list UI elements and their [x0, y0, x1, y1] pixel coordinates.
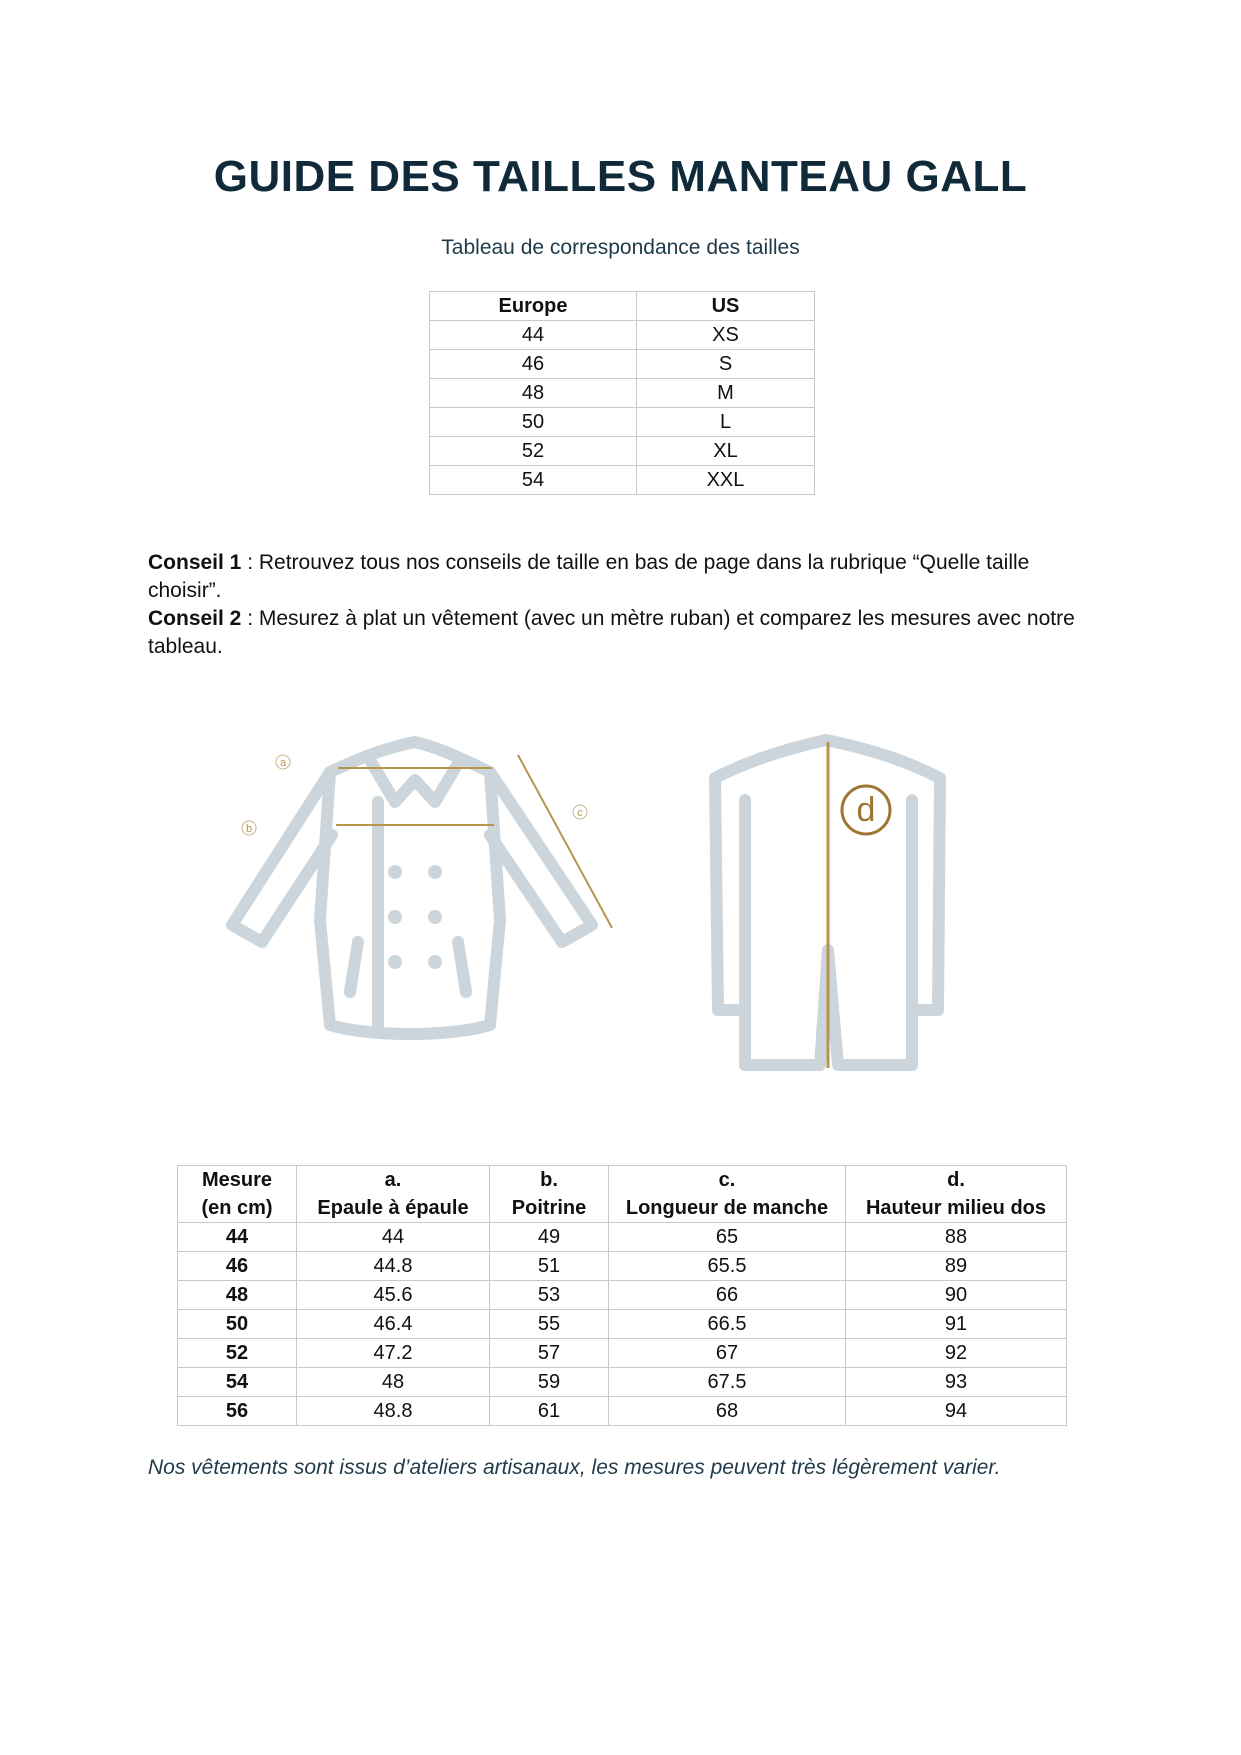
header-line: Hauteur milieu dos — [865, 1197, 1047, 1219]
header-line: Poitrine — [511, 1197, 587, 1219]
table-cell: 44 — [297, 1223, 490, 1252]
table-cell: L — [637, 408, 815, 437]
table-cell: 46.4 — [297, 1310, 490, 1339]
table-row — [178, 1339, 1067, 1368]
table-row — [178, 1281, 1067, 1310]
table-row — [430, 408, 815, 437]
advice-2-text: : Mesurez à plat un vêtement (avec un mètre ruban) et comparez les mesures avec notre tableau. — [148, 607, 1075, 658]
table-cell: 68 — [609, 1397, 846, 1426]
page-title: GUIDE DES TAILLES MANTEAU GALL — [213, 152, 1028, 201]
table-row — [430, 437, 815, 466]
table-cell: 66 — [609, 1281, 846, 1310]
table-row — [430, 321, 815, 350]
table-cell: 65.5 — [609, 1252, 846, 1281]
header-line: Mesure — [201, 1169, 273, 1191]
table-cell: 47.2 — [297, 1339, 490, 1368]
table-row — [430, 350, 815, 379]
label-b-icon — [242, 821, 256, 835]
table-cell: S — [637, 350, 815, 379]
table-cell: 93 — [846, 1368, 1067, 1397]
table-cell: 48 — [297, 1368, 490, 1397]
table-cell: 46 — [430, 350, 637, 379]
advice-1-label: Conseil 1 — [148, 551, 242, 574]
table-header-row — [430, 292, 815, 321]
table-cell: 45.6 — [297, 1281, 490, 1310]
table-cell: 50 — [430, 408, 637, 437]
table-cell: 55 — [490, 1310, 609, 1339]
table-cell: 44 — [178, 1223, 297, 1252]
coat-measurement-diagram — [0, 720, 1241, 1100]
table-cell: 57 — [490, 1339, 609, 1368]
coat-front-outline — [232, 742, 592, 1034]
advice-2 — [148, 605, 1088, 661]
table-cell: 52 — [430, 437, 637, 466]
table-cell: 53 — [490, 1281, 609, 1310]
header-europe: Europe — [430, 292, 637, 321]
label-a-icon — [276, 755, 290, 769]
header-mesure — [178, 1166, 297, 1223]
label-b: b — [245, 823, 253, 835]
header-line: Epaule à épaule — [317, 1197, 469, 1219]
label-a: a — [279, 757, 287, 769]
header-line: b. — [540, 1169, 558, 1191]
table-cell: 56 — [178, 1397, 297, 1426]
table-cell: XXL — [637, 466, 815, 495]
table-cell: 44.8 — [297, 1252, 490, 1281]
table-cell: 54 — [430, 466, 637, 495]
table-cell: 67 — [609, 1339, 846, 1368]
table-cell: 91 — [846, 1310, 1067, 1339]
footnote: Nos vêtements sont issus d’ateliers artisanaux, les mesures peuvent très légèrement varier. — [148, 1456, 1001, 1479]
table-cell: 48 — [430, 379, 637, 408]
table-row — [178, 1397, 1067, 1426]
header-b — [490, 1166, 609, 1223]
table-cell: 90 — [846, 1281, 1067, 1310]
table-row — [178, 1223, 1067, 1252]
table-cell: 65 — [609, 1223, 846, 1252]
table-cell: 66.5 — [609, 1310, 846, 1339]
table-header-row — [178, 1166, 1067, 1223]
header-line: Longueur de manche — [625, 1197, 829, 1219]
label-d-icon — [842, 786, 890, 834]
advice-1 — [148, 549, 1088, 605]
advice-2-label: Conseil 2 — [148, 607, 242, 630]
header-line: a. — [384, 1169, 402, 1191]
table-row — [178, 1368, 1067, 1397]
header-c — [609, 1166, 846, 1223]
label-c: c — [577, 807, 583, 819]
advice-1-text: : Retrouvez tous nos conseils de taille en bas de page dans la rubrique “Quelle taille choisir”. — [148, 551, 1030, 602]
size-correspondence-table — [429, 291, 815, 495]
measurements-table — [177, 1165, 1067, 1426]
table-cell: M — [637, 379, 815, 408]
table-row — [430, 379, 815, 408]
table-cell: 48 — [178, 1281, 297, 1310]
table-cell: 44 — [430, 321, 637, 350]
table-cell: 54 — [178, 1368, 297, 1397]
table-cell: 51 — [490, 1252, 609, 1281]
table-cell: 59 — [490, 1368, 609, 1397]
header-line: (en cm) — [201, 1197, 273, 1219]
header-line: c. — [718, 1169, 736, 1191]
table-cell: 52 — [178, 1339, 297, 1368]
header-a — [297, 1166, 490, 1223]
table-row — [178, 1252, 1067, 1281]
advice-block — [148, 549, 1088, 661]
label-d: d — [856, 791, 876, 829]
correspondence-subtitle: Tableau de correspondance des tailles — [441, 236, 800, 259]
table-cell: 67.5 — [609, 1368, 846, 1397]
table-cell: 50 — [178, 1310, 297, 1339]
header-d — [846, 1166, 1067, 1223]
table-cell: 92 — [846, 1339, 1067, 1368]
coat-buttons — [388, 865, 442, 969]
table-cell: XS — [637, 321, 815, 350]
label-c-icon — [573, 805, 587, 819]
table-row — [178, 1310, 1067, 1339]
table-cell: XL — [637, 437, 815, 466]
table-cell: 88 — [846, 1223, 1067, 1252]
table-cell: 89 — [846, 1252, 1067, 1281]
table-cell: 49 — [490, 1223, 609, 1252]
table-row — [430, 466, 815, 495]
header-us: US — [637, 292, 815, 321]
table-cell: 48.8 — [297, 1397, 490, 1426]
header-line: d. — [947, 1169, 965, 1191]
table-cell: 94 — [846, 1397, 1067, 1426]
table-cell: 61 — [490, 1397, 609, 1426]
table-cell: 46 — [178, 1252, 297, 1281]
